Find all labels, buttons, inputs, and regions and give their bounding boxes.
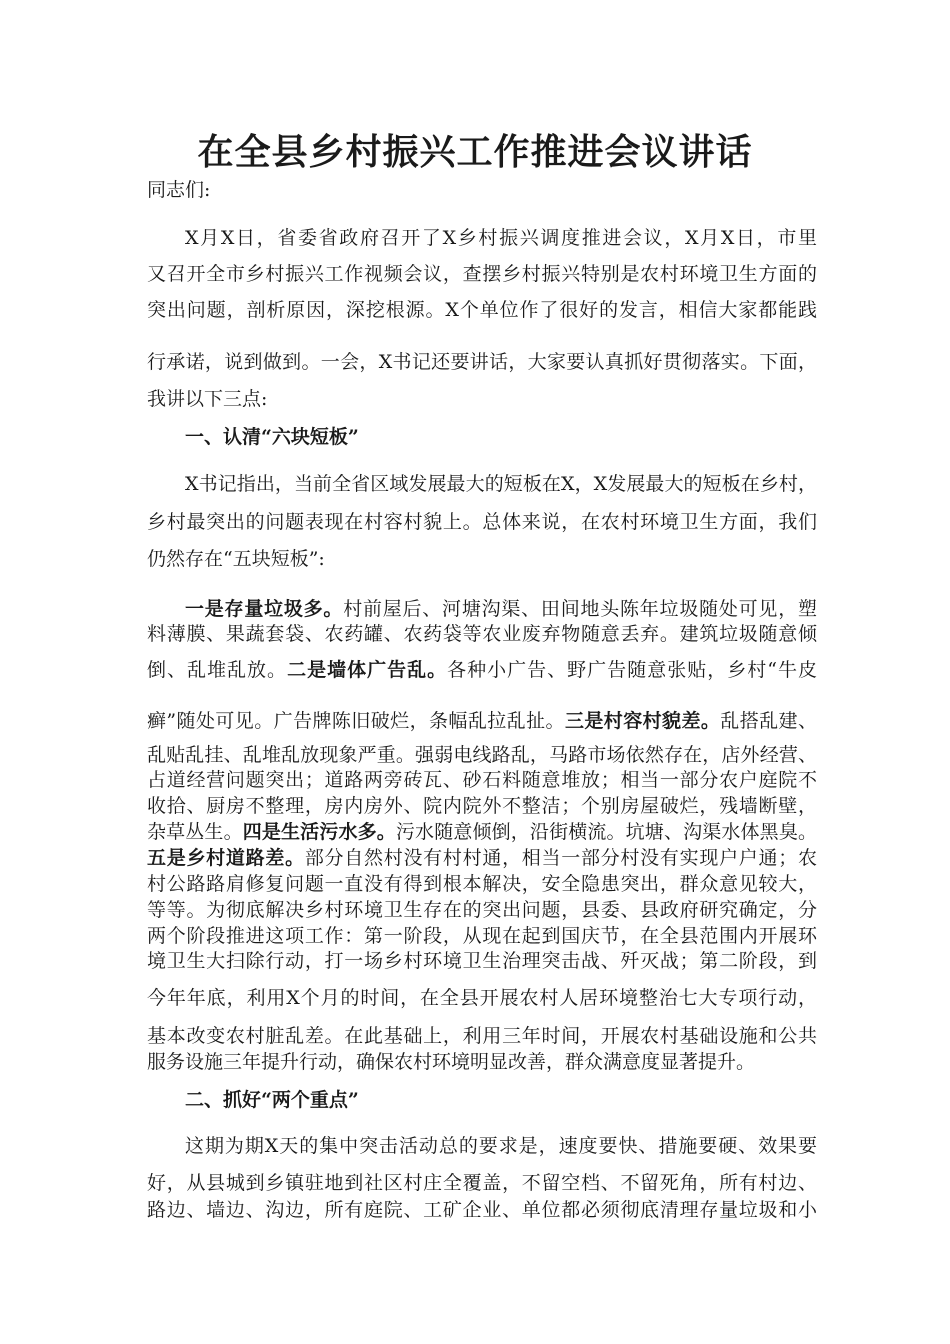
paragraph-line: 等等。为彻底解决乡村环境卫生存在的突出问题，县委、县政府研究确定，分 — [147, 899, 817, 921]
paragraph-line: 境卫生大扫除行动，打一场乡村环境卫生治理突击战、歼灭战；第二阶段，到 — [147, 950, 817, 972]
bold-lead: 二是墙体广告乱。 — [287, 659, 448, 681]
paragraph-line: 我讲以下三点: — [147, 388, 268, 410]
paragraph-line: 乱贴乱挂、乱堆乱放现象严重。强弱电线路乱，马路市场依然存在，店外经营、 — [147, 744, 817, 766]
paragraph-line: 村公路路肩修复问题一直没有得到根本解决，安全隐患突出，群众意见较大， — [147, 873, 817, 895]
paragraph-line: 倒、乱堆乱放。二是墙体广告乱。各种小广告、野广告随意张贴，乡村“牛皮 — [147, 659, 817, 681]
paragraph-line: 仍然存在“五块短板”: — [147, 548, 325, 570]
paragraph-line: 又召开全市乡村振兴工作视频会议，查摆乡村振兴特别是农村环境卫生方面的 — [147, 263, 817, 285]
paragraph-line: 突出问题，剖析原因，深挖根源。X个单位作了很好的发言，相信大家都能践 — [147, 299, 817, 321]
paragraph-line: 基本改变农村脏乱差。在此基础上，利用三年时间，开展农村基础设施和公共 — [147, 1025, 817, 1047]
paragraph-line: 五是乡村道路差。部分自然村没有村村通，相当一部分村没有实现户户通；农 — [147, 847, 817, 869]
paragraph-line: 一是存量垃圾多。村前屋后、河塘沟渠、田间地头陈年垃圾随处可见，塑 — [185, 598, 817, 620]
paragraph-line: X书记指出，当前全省区域发展最大的短板在X，X发展最大的短板在乡村， — [185, 473, 817, 495]
paragraph-line: 两个阶段推进这项工作：第一阶段，从现在起到国庆节，在全县范围内开展环 — [147, 925, 817, 947]
bold-lead: 四是生活污水多。 — [242, 821, 396, 843]
salutation: 同志们: — [147, 179, 211, 201]
paragraph-line: 乡村最突出的问题表现在村容村貌上。总体来说，在农村环境卫生方面，我们 — [147, 511, 817, 533]
paragraph-line: 路边、墙边、沟边，所有庭院、工矿企业、单位都必须彻底清理存量垃圾和小 — [147, 1199, 817, 1221]
paragraph-line: 占道经营问题突出；道路两旁砖瓦、砂石料随意堆放；相当一部分农户庭院不 — [147, 769, 817, 791]
paragraph-line: 收拾、厨房不整理，房内房外、院内院外不整洁；个别房屋破烂，残墙断壁， — [147, 795, 817, 817]
paragraph-line: 癣”随处可见。广告牌陈旧破烂，条幅乱拉乱扯。三是村容村貌差。乱搭乱建、 — [147, 710, 817, 732]
paragraph-line: 好，从县城到乡镇驻地到社区村庄全覆盖，不留空档、不留死角，所有村边、 — [147, 1172, 817, 1194]
paragraph-line: 杂草丛生。四是生活污水多。污水随意倾倒，沿街横流。坑塘、沟渠水体黑臭。 — [147, 821, 817, 843]
document-title: 在全县乡村振兴工作推进会议讲话 — [197, 131, 753, 173]
section-heading-2: 二、抓好“两个重点” — [185, 1089, 359, 1111]
paragraph-line: 这期为期X天的集中突击活动总的要求是，速度要快、措施要硬、效果要 — [185, 1135, 817, 1157]
paragraph-line: 今年年底，利用X个月的时间，在全县开展农村人居环境整治七大专项行动， — [147, 987, 817, 1009]
paragraph-line: 服务设施三年提升行动，确保农村环境明显改善，群众满意度显著提升。 — [147, 1051, 756, 1073]
paragraph-line: 料薄膜、果蔬套袋、农药罐、农药袋等农业废弃物随意丢弃。建筑垃圾随意倾 — [147, 623, 817, 645]
bold-lead: 五是乡村道路差。 — [147, 847, 305, 869]
section-heading-1: 一、认清“六块短板” — [185, 426, 359, 448]
bold-lead: 三是村容村貌差。 — [564, 710, 721, 732]
bold-lead: 一是存量垃圾多。 — [185, 598, 344, 620]
paragraph-line: 行承诺，说到做到。一会，X书记还要讲话，大家要认真抓好贯彻落实。下面， — [147, 351, 817, 373]
paragraph-line: X月X日，省委省政府召开了X乡村振兴调度推进会议，X月X日，市里 — [185, 227, 817, 249]
